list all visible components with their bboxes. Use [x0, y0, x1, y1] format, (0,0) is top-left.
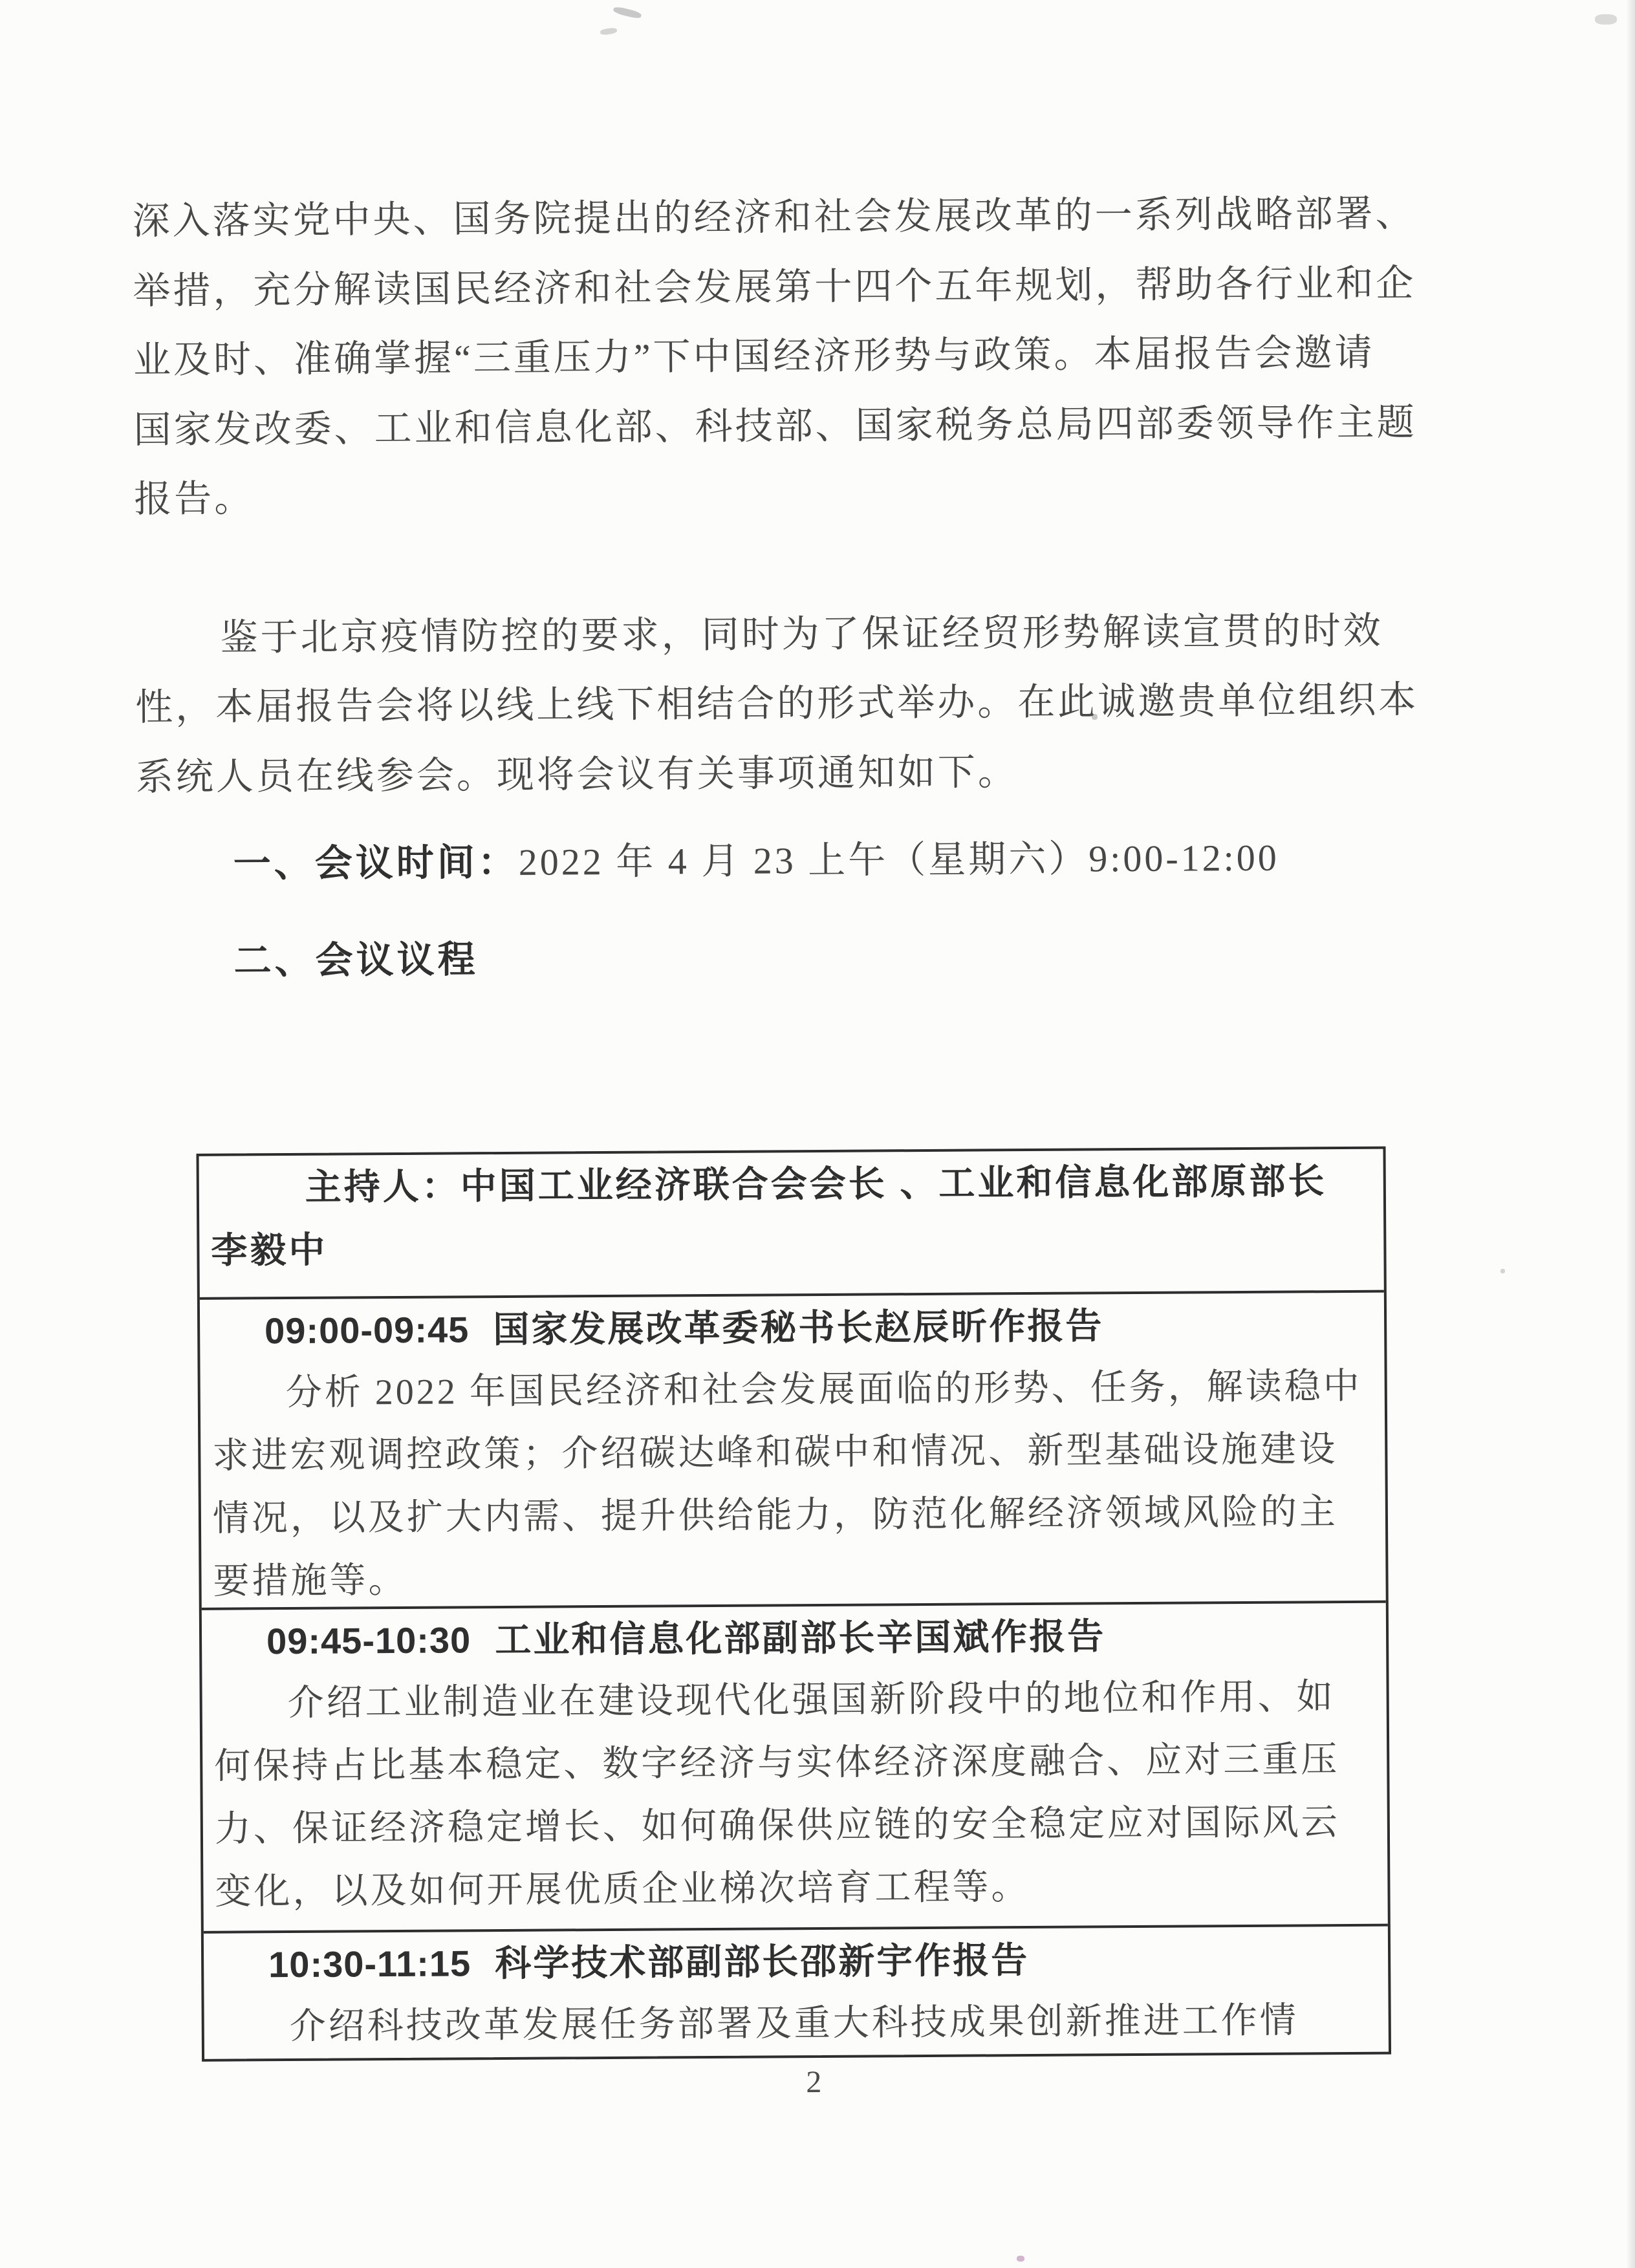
session-time: 09:45-10:30 [266, 1619, 471, 1662]
agenda-session-row [200, 1293, 1386, 1610]
agenda-session-row [202, 1603, 1388, 1934]
paragraph-line: 国家发改委、工业和信息化部、科技部、国家税务总局四部委领导作主题 [133, 400, 1417, 451]
agenda-table [196, 1147, 1391, 2062]
session-description-line: 求进宏观调控政策；介绍碳达峰和碳中和情况、新型基础设施建设 [212, 1429, 1338, 1476]
session-description-line: 力、保证经济稳定增长、如何确保供应链的安全稳定应对国际风云 [214, 1802, 1341, 1850]
session-heading [211, 1293, 1373, 1363]
session-title: 工业和信息化部副部长辛国斌作报告 [495, 1615, 1106, 1661]
session-time: 09:00-09:45 [264, 1309, 470, 1352]
session-time: 10:30-11:15 [268, 1943, 471, 1985]
session-description-line: 分析 2022 年国民经济和社会发展面临的形势、任务，解读稳中 [285, 1366, 1362, 1414]
session-title: 科学技术部副部长邵新宇作报告 [495, 1939, 1030, 1984]
page-number: 2 [806, 2064, 822, 2100]
session-description-line: 何保持占比基本稳定、数字经济与实体经济深度融合、应对三重压 [214, 1740, 1340, 1787]
paragraph-line: 鉴于北京疫情防控的要求，同时为了保证经贸形势解读宣贯的时效 [220, 609, 1383, 659]
paragraph-line: 性，本届报告会将以线上线下相结合的形式举办。在此诚邀贵单位组织本 [135, 678, 1419, 729]
host-name: 李毅中 [211, 1229, 328, 1271]
session-description-line: 情况，以及扩大内需、提升供给能力，防范化解经济领域风险的主 [212, 1492, 1339, 1539]
meeting-time-item [136, 822, 1439, 900]
paragraph-2 [135, 596, 1438, 812]
meeting-time-value: 2022 年 4 月 23 上午（星期六）9:00-12:00 [518, 836, 1279, 883]
session-description-line: 介绍科技改革发展任务部署及重大科技成果创新推进工作情 [289, 2000, 1299, 2047]
session-description-line: 变化，以及如何开展优质企业梯次培育工程等。 [215, 1867, 1030, 1912]
scan-noise [1092, 714, 1098, 720]
scan-noise [1500, 1269, 1505, 1273]
scan-noise [1595, 14, 1617, 25]
scan-edge-shadow [1626, 0, 1635, 2268]
host-line: 主持人：中国工业经济联合会会长 、工业和信息化部原部长 [305, 1160, 1327, 1207]
paragraph-1 [132, 178, 1436, 534]
paragraph-line: 业及时、准确掌握“三重压力”下中国经济形势与政策。本届报告会邀请 [133, 331, 1375, 382]
meeting-agenda-label: 二、会议议程 [233, 938, 479, 982]
document-body [132, 178, 1440, 996]
agenda-host-row [199, 1149, 1384, 1300]
paragraph-line: 报告。 [134, 477, 255, 521]
session-heading [215, 1927, 1377, 1996]
meeting-time-label: 一、会议时间： [233, 841, 519, 885]
session-description-line: 介绍工业制造业在建设现代化强国新阶段中的地位和作用、如 [287, 1677, 1336, 1724]
paragraph-line: 系统人员在线参会。现将会议有关事项通知如下。 [135, 750, 1019, 798]
paragraph-line: 深入落实党中央、国务院提出的经济和社会发展改革的一系列战略部署、 [132, 192, 1416, 243]
session-title: 国家发展改革委秘书长赵辰昕作报告 [493, 1305, 1104, 1350]
session-heading [213, 1603, 1375, 1673]
scan-noise [1017, 2256, 1024, 2262]
agenda-session-row [204, 1927, 1389, 2059]
meeting-agenda-item [136, 919, 1440, 997]
session-description-line: 要措施等。 [213, 1560, 407, 1602]
paragraph-line: 举措，充分解读国民经济和社会发展第十四个五年规划，帮助各行业和企 [133, 261, 1416, 312]
